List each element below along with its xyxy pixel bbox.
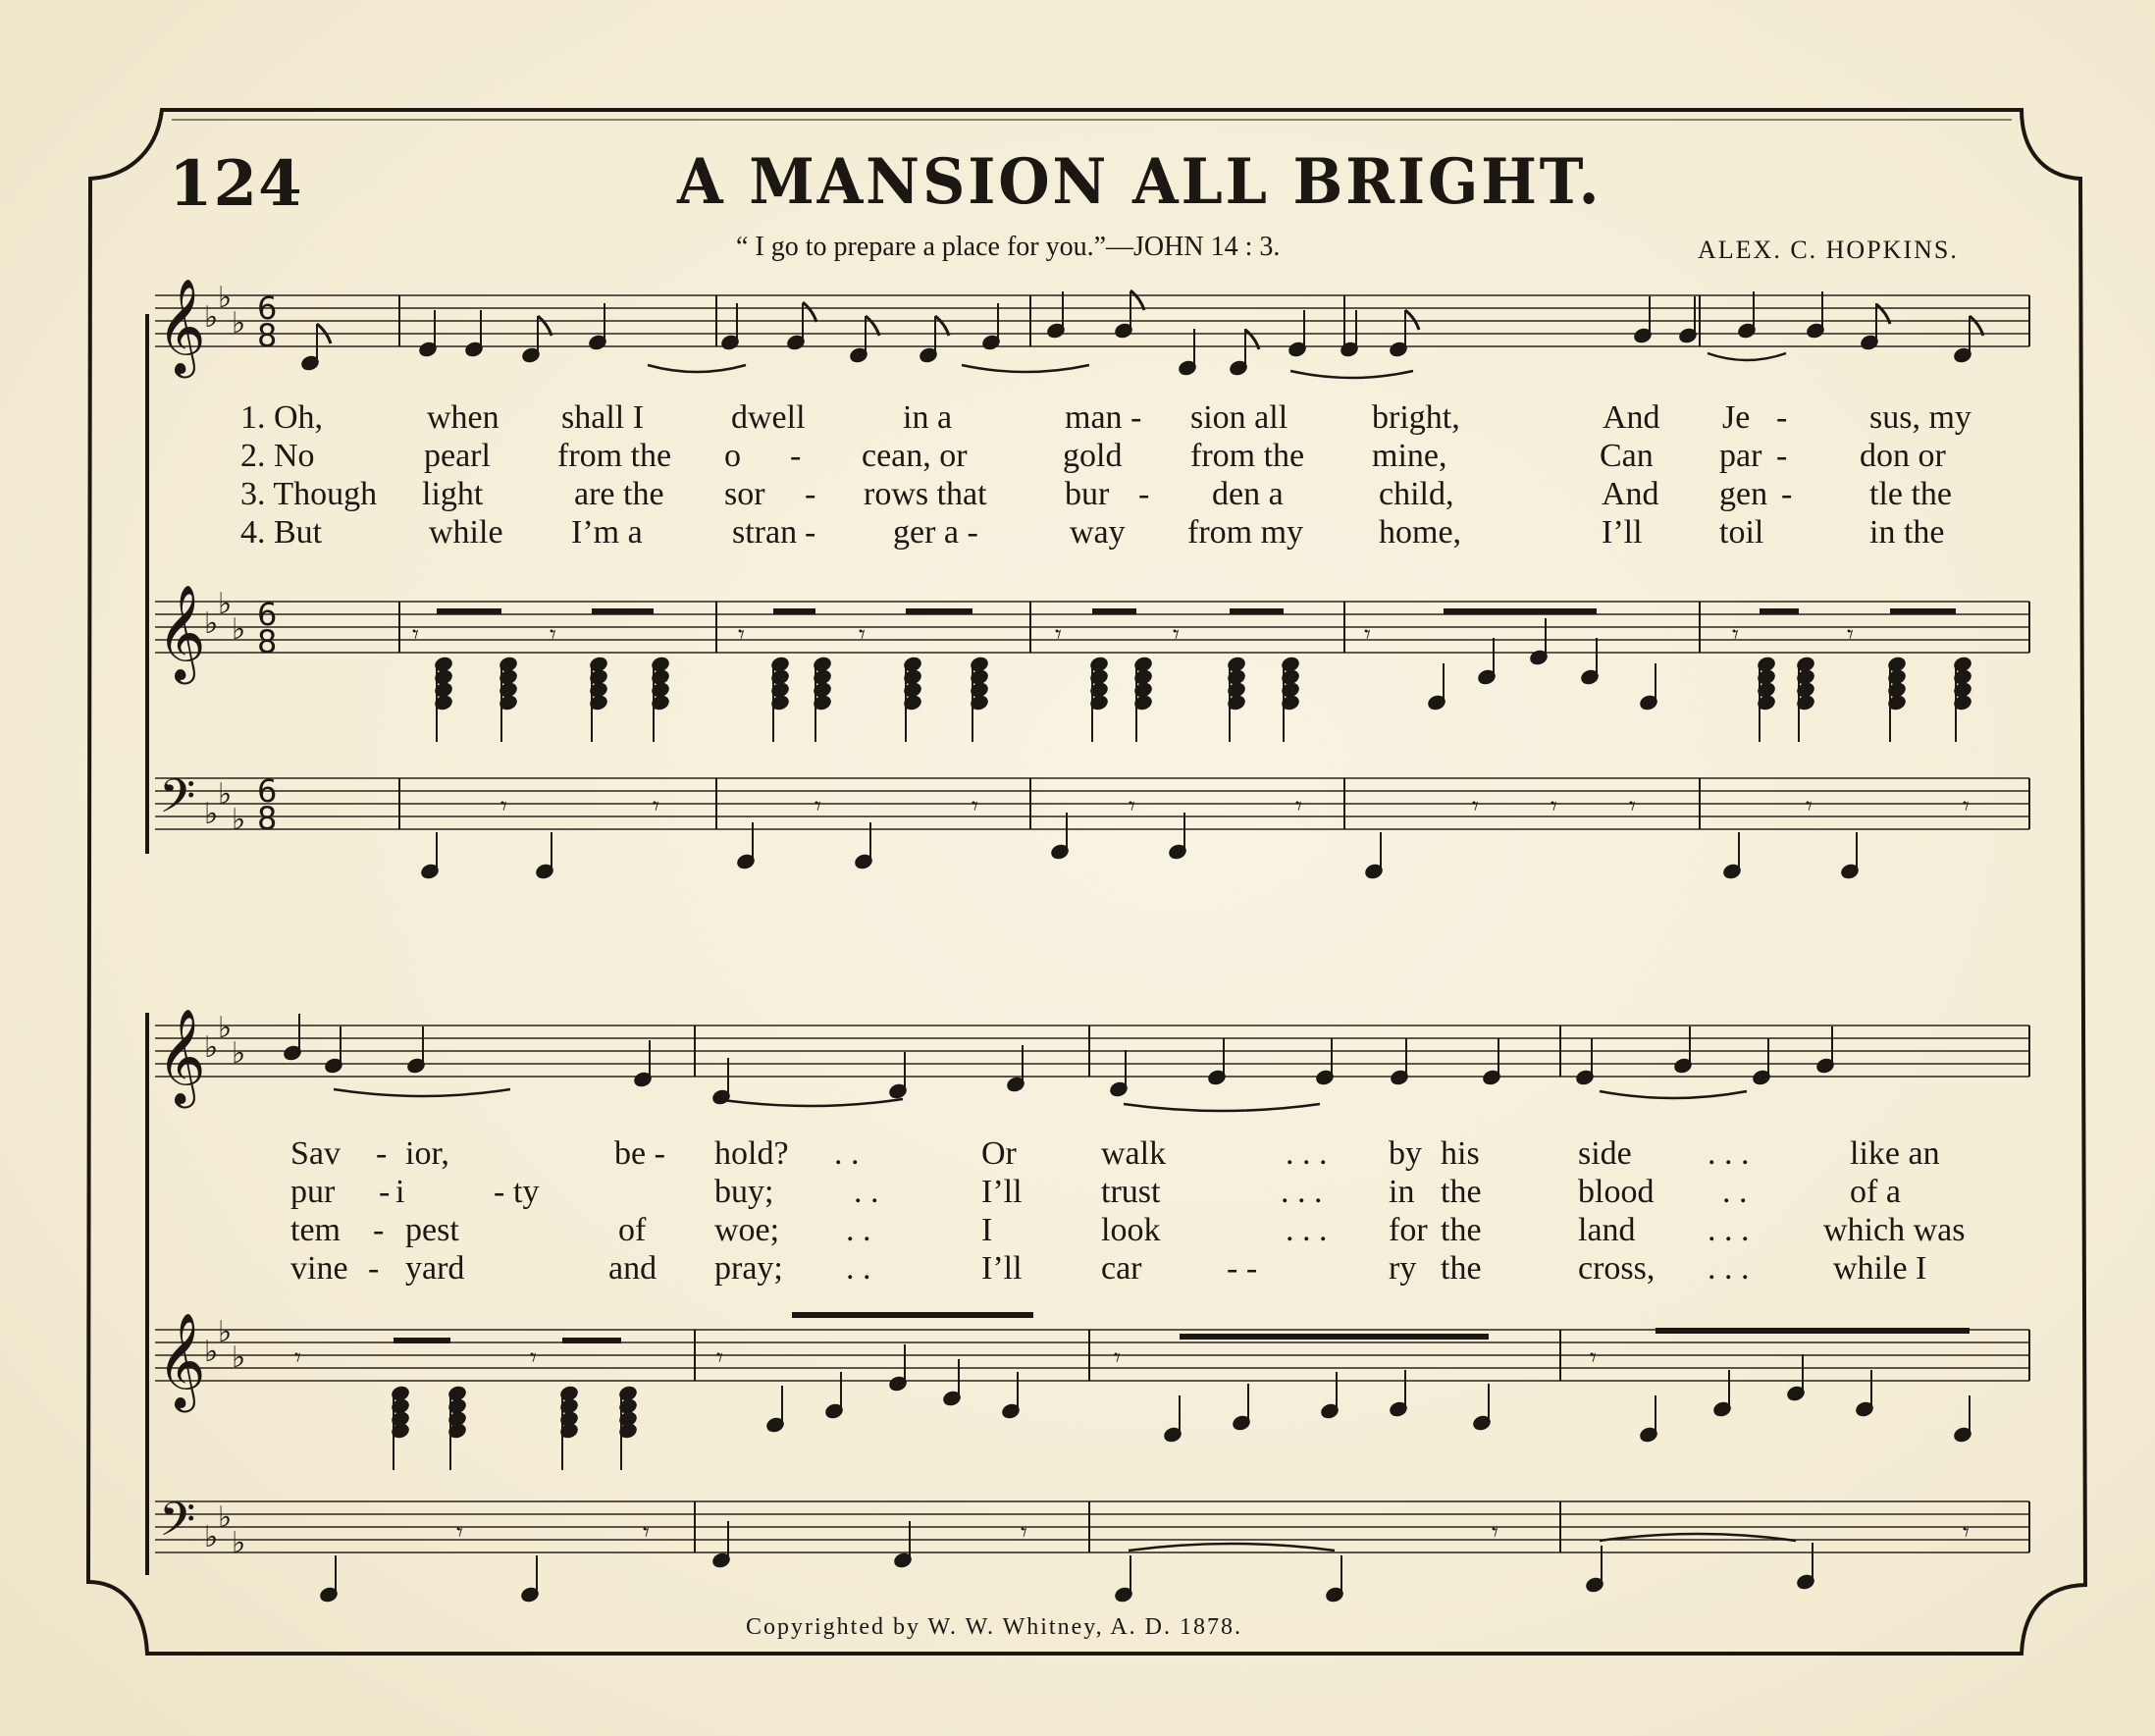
note-flag [1130,290,1144,310]
lyric-syllable: - [805,514,816,551]
treble-clef-icon: 𝄞 [157,1312,206,1408]
eighth-rest: 𝄾 [456,1518,463,1548]
eighth-rest: 𝄾 [716,1343,723,1373]
lyric-syllable: 1. Oh, [240,399,324,436]
lyric-syllable: . . [846,1250,871,1287]
lyric-syllable: ger a - [893,514,978,551]
lyric-syllable: . . . [1708,1212,1750,1248]
eighth-rest: 𝄾 [1055,620,1062,650]
lyric-syllable: child, [1379,476,1454,512]
eighth-rest: 𝄾 [1114,1343,1121,1373]
note-flag [1970,316,1983,336]
lyric-syllable: bur [1065,476,1110,512]
time-signature-top: 6 [257,289,278,327]
scripture-epigraph: “ I go to prepare a place for you.”—JOHN 14 : 3. [736,232,1281,262]
lyric-syllable: 4. But [240,514,323,551]
eighth-rest: 𝄾 [1963,792,1970,821]
lyric-syllable: - [1776,399,1788,436]
bass-clef-icon: 𝄢 [159,1492,196,1558]
flat-sign: ♭ [218,587,233,621]
flat-sign: ♭ [204,300,219,335]
lyric-syllable: - [368,1250,380,1287]
lyric-syllable: tem [290,1212,341,1248]
lyric-syllable: - [1138,476,1150,512]
time-signature-bottom: 8 [257,623,278,660]
bass-clef-icon: 𝄢 [159,768,196,835]
lyric-syllable: blood [1578,1174,1655,1210]
time-signature-bottom: 8 [257,800,278,837]
lyric-syllable: . . . [1286,1212,1328,1248]
flat-sign: ♭ [218,777,233,812]
time-signature-top: 6 [257,772,278,810]
eighth-rest: 𝄾 [1732,620,1739,650]
eighth-rest: 𝄾 [859,620,866,650]
beam [792,1312,1033,1318]
lyric-syllable: And [1603,399,1660,436]
beam [437,608,501,614]
lyric-syllable: And [1602,476,1659,512]
lyric-syllable: - [1776,438,1788,474]
lyric-syllable: ty [513,1174,540,1210]
eighth-rest: 𝄾 [1021,1518,1027,1548]
lyric-syllable: are the [574,476,664,512]
note-flag [866,316,879,336]
slur [1129,1544,1335,1551]
lyric-syllable: pray; [714,1250,783,1287]
lyric-syllable: - [494,1174,505,1210]
lyric-syllable: walk [1101,1135,1167,1172]
beam [1444,608,1597,614]
slur [1290,371,1413,378]
time-signature-top: 6 [257,596,278,633]
lyric-syllable: land [1578,1212,1636,1248]
lyric-syllable: - [790,438,802,474]
note-flag [538,316,552,336]
eighth-rest: 𝄾 [1472,792,1479,821]
lyric-syllable: . . . [1708,1250,1750,1287]
lyric-syllable: - [1781,476,1793,512]
lyric-syllable: while [429,514,503,551]
lyric-syllable: be - [614,1135,665,1172]
eighth-rest: 𝄾 [643,1518,650,1548]
lyric-syllable: par [1719,438,1762,474]
lyric-syllable: I’ll [981,1174,1023,1210]
slur [716,1099,903,1106]
lyric-syllable: cross, [1578,1250,1656,1287]
eighth-rest: 𝄾 [1963,1518,1970,1548]
lyric-syllable: in a [903,399,953,436]
beam [1230,608,1284,614]
lyric-syllable: toil [1719,514,1764,551]
eighth-rest: 𝄾 [1629,792,1636,821]
lyric-syllable: of [618,1212,647,1248]
beam [1890,608,1956,614]
lyric-syllable: which was [1823,1212,1966,1248]
lyric-syllable: mine, [1372,438,1447,474]
page-number: 124 [169,147,303,221]
beam [562,1338,621,1343]
lyric-syllable: I’ll [1602,514,1643,551]
slur [1600,1091,1747,1098]
copyright-notice: Copyrighted by W. W. Whitney, A. D. 1878. [746,1614,1243,1640]
lyric-syllable: Sav [290,1135,341,1172]
lyric-syllable: - [379,1174,391,1210]
beam [773,608,815,614]
lyric-syllable: rows that [864,476,987,512]
lyric-syllable: sion all [1190,399,1288,436]
flat-sign: ♭ [232,612,246,647]
lyric-syllable: his [1441,1135,1480,1172]
lyric-syllable: Or [981,1135,1017,1172]
note-flag [803,302,816,322]
lyric-syllable: ior, [405,1135,449,1172]
eighth-rest: 𝄾 [1295,792,1302,821]
lyric-syllable: for [1389,1212,1428,1248]
slur [648,365,746,372]
lyric-syllable: pur [290,1174,336,1210]
lyric-syllable: 3. Though [240,476,378,512]
lyric-syllable: - - [1227,1250,1258,1287]
composer-credit: ALEX. C. HOPKINS. [1698,236,1959,264]
lyric-syllable: . . . [1286,1135,1328,1172]
lyric-syllable: ry [1389,1250,1417,1287]
lyric-syllable: - [805,476,816,512]
lyric-syllable: pearl [424,438,491,474]
beam [1092,608,1136,614]
lyric-syllable: i [395,1174,405,1210]
eighth-rest: 𝄾 [500,792,507,821]
lyric-syllable: . . . [1281,1174,1323,1210]
lyric-syllable: stran [732,514,798,551]
flat-sign: ♭ [232,1341,246,1375]
flat-sign: ♭ [218,1315,233,1349]
lyric-syllable: den a [1212,476,1284,512]
eighth-rest: 𝄾 [1129,792,1135,821]
lyric-syllable: . . [846,1212,871,1248]
lyric-syllable: don or [1860,438,1946,474]
flat-sign: ♭ [204,1520,219,1554]
lyric-syllable: buy; [714,1174,774,1210]
eighth-rest: 𝄾 [530,1343,537,1373]
time-signature-bottom: 8 [257,317,278,354]
slur [334,1089,510,1096]
lyric-syllable: . . [834,1135,860,1172]
lyric-syllable: Je [1722,399,1751,436]
lyric-syllable: woe; [714,1212,780,1248]
treble-clef-icon: 𝄞 [157,278,206,374]
slur [1124,1104,1320,1111]
beam [906,608,972,614]
lyric-syllable: man - [1065,399,1142,436]
eighth-rest: 𝄾 [1551,792,1557,821]
lyric-syllable: of a [1850,1174,1901,1210]
lyric-syllable: in the [1869,514,1945,551]
lyric-syllable: the [1441,1174,1482,1210]
lyric-syllable: I [981,1212,993,1248]
lyric-syllable: light [422,476,484,512]
lyric-syllable: home, [1379,514,1462,551]
lyric-syllable: side [1578,1135,1632,1172]
flat-sign: ♭ [218,1500,233,1535]
lyric-syllable: the [1441,1212,1482,1248]
eighth-rest: 𝄾 [972,792,978,821]
slur [1708,353,1786,360]
flat-sign: ♭ [232,306,246,341]
treble-clef-icon: 𝄞 [157,1008,206,1104]
flat-sign: ♭ [232,803,246,837]
flat-sign: ♭ [232,1036,246,1071]
lyric-syllable: when [427,399,499,436]
lyric-syllable: cean, or [862,438,968,474]
lyric-syllable: . . . [1708,1135,1750,1172]
treble-clef-icon: 𝄞 [157,584,206,680]
lyric-syllable: I’ll [981,1250,1023,1287]
flat-sign: ♭ [204,606,219,641]
lyric-syllable: . . [1722,1174,1748,1210]
lyric-syllable: while I [1833,1250,1927,1287]
eighth-rest: 𝄾 [1590,1343,1597,1373]
lyric-syllable: and [608,1250,657,1287]
eighth-rest: 𝄾 [815,792,821,821]
lyric-syllable: gen [1719,476,1768,512]
eighth-rest: 𝄾 [412,620,419,650]
lyric-syllable: from the [557,438,672,474]
flat-sign: ♭ [232,1526,246,1560]
eighth-rest: 𝄾 [550,620,556,650]
flat-sign: ♭ [218,281,233,315]
lyric-syllable: I’m a [571,514,643,551]
eighth-rest: 𝄾 [1364,620,1371,650]
lyric-syllable: like an [1850,1135,1940,1172]
lyric-syllable: from the [1190,438,1305,474]
lyric-syllable: the [1441,1250,1482,1287]
lyric-syllable: bright, [1372,399,1460,436]
beam [1760,608,1799,614]
eighth-rest: 𝄾 [1173,620,1180,650]
note-flag [1405,310,1419,330]
beam [592,608,654,614]
eighth-rest: 𝄾 [1492,1518,1498,1548]
eighth-rest: 𝄾 [294,1343,301,1373]
flat-sign: ♭ [204,797,219,831]
flat-sign: ♭ [204,1030,219,1065]
lyric-syllable: tle the [1869,476,1953,512]
beam [394,1338,450,1343]
hymn-title: A MANSION ALL BRIGHT. [677,145,1603,219]
beam [1656,1328,1970,1334]
lyric-syllable: sus, my [1869,399,1971,436]
lyric-syllable: - [376,1135,388,1172]
eighth-rest: 𝄾 [1806,792,1813,821]
lyric-syllable: . . [854,1174,879,1210]
beam [1180,1334,1489,1340]
lyric-syllable: look [1101,1212,1161,1248]
lyric-syllable: from my [1187,514,1304,551]
lyric-syllable: pest [405,1212,459,1248]
lyric-syllable: gold [1063,438,1123,474]
lyric-syllable: in [1389,1174,1415,1210]
note-flag [935,316,949,336]
lyric-syllable: o [724,438,741,474]
lyric-syllable: car [1101,1250,1142,1287]
lyric-syllable: - [373,1212,385,1248]
lyric-syllable: sor [724,476,765,512]
lyric-syllable: hold? [714,1135,789,1172]
eighth-rest: 𝄾 [1847,620,1854,650]
flat-sign: ♭ [218,1011,233,1045]
lyric-syllable: Can [1600,438,1654,474]
flat-sign: ♭ [204,1335,219,1369]
lyric-syllable: yard [405,1250,465,1287]
lyric-syllable: way [1070,514,1126,551]
eighth-rest: 𝄾 [738,620,745,650]
lyric-syllable: 2. No [240,438,315,474]
lyric-syllable: trust [1101,1174,1161,1210]
lyric-syllable: vine [290,1250,348,1287]
lyric-syllable: shall I [561,399,645,436]
lyric-syllable: dwell [731,399,806,436]
slur [962,365,1089,372]
lyric-syllable: by [1389,1135,1422,1172]
eighth-rest: 𝄾 [653,792,659,821]
